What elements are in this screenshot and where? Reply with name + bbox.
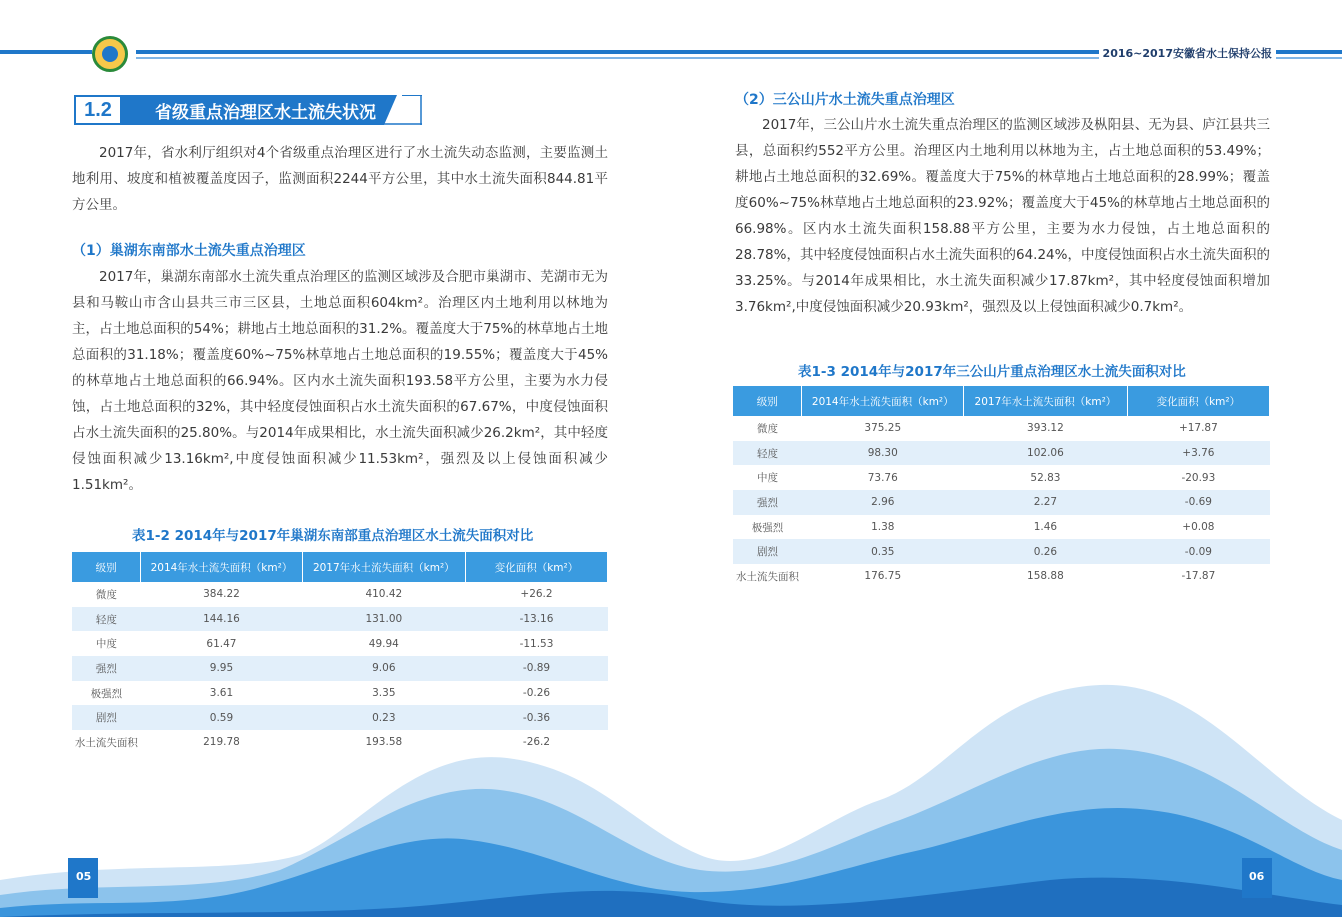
table-cell: 轻度 xyxy=(72,607,141,632)
table-cell: +17.87 xyxy=(1127,416,1269,441)
table-cell: 176.75 xyxy=(802,564,964,589)
table-row xyxy=(733,490,1270,515)
table-cell: 强烈 xyxy=(733,490,802,515)
intro-paragraph: 2017年，省水利厅组织对4个省级重点治理区进行了水土流失动态监测，主要监测土地利用、坡度和植被覆盖度因子，监测面积2244平方公里，其中水土流失面积844.81平方公里。 xyxy=(72,145,608,213)
table-cell: 强烈 xyxy=(72,656,141,681)
right-subheading: （2）三公山片水土流失重点治理区 xyxy=(735,92,955,108)
table-cell: 轻度 xyxy=(733,441,802,466)
table-header-cell: 变化面积（km²） xyxy=(1127,386,1269,416)
table-row xyxy=(72,582,608,607)
section-title: 省级重点治理区水土流失状况 xyxy=(155,103,376,123)
table-row xyxy=(733,465,1270,490)
table-cell: -17.87 xyxy=(1127,564,1269,589)
table-cell: -0.26 xyxy=(465,681,607,706)
right-table-caption: 表1-3 2014年与2017年三公山片重点治理区水土流失面积对比 xyxy=(798,364,1186,380)
right-body-paragraph: 2017年，三公山片水土流失重点治理区的监测区域涉及枞阳县、无为县、庐江县共三县，总面积约552平方公里。治理区内土地利用以林地为主，占土地总面积的53.49%；耕地占土地总面积的32.69%。覆盖度大于75%的林草地占土地总面积的28.99%；覆盖度60%~75%林草地占土地总面积的23.92%；覆盖度大于45%的林草地占土地总面积的66.98%。区内水土流失面积158.88平方公里，主要为水力侵蚀，占土地总面积的28.78%，其中轻度侵蚀面积占水土流失面积的64.24%，中度侵蚀面积占水土流失面积的33.25%。与2014年成果相比，水土流失面积减少17.87km²，其中轻度侵蚀面积增加3.76km²,中度侵蚀面积减少20.93km²，强烈及以上侵蚀面积减少0.7km²。 xyxy=(735,117,1270,315)
table-cell: 极强烈 xyxy=(72,681,141,706)
left-subheading: （1）巢湖东南部水土流失重点治理区 xyxy=(72,243,306,259)
table-cell: +26.2 xyxy=(465,582,607,607)
table-row xyxy=(733,441,1270,466)
table-cell: 375.25 xyxy=(802,416,964,441)
table-header-cell: 变化面积（km²） xyxy=(465,552,607,582)
table-header-cell: 2014年水土流失面积（km²） xyxy=(141,552,302,582)
table-row xyxy=(72,607,608,632)
table-cell: -20.93 xyxy=(1127,465,1269,490)
emblem-logo xyxy=(92,36,128,72)
table-cell: -11.53 xyxy=(465,631,607,656)
table-cell: -13.16 xyxy=(465,607,607,632)
table-row xyxy=(733,515,1270,540)
table-cell: 极强烈 xyxy=(733,515,802,540)
table-cell: -0.89 xyxy=(465,656,607,681)
table-cell: 2.27 xyxy=(964,490,1128,515)
table-row xyxy=(72,631,608,656)
table-header-cell: 级别 xyxy=(733,386,802,416)
table-cell: +0.08 xyxy=(1127,515,1269,540)
table-cell: 384.22 xyxy=(141,582,302,607)
table-row xyxy=(733,416,1270,441)
table-cell: 0.59 xyxy=(141,705,302,730)
table-cell: -0.09 xyxy=(1127,539,1269,564)
table-cell: 61.47 xyxy=(141,631,302,656)
table-cell: 219.78 xyxy=(141,730,302,755)
table-header-cell: 2014年水土流失面积（km²） xyxy=(802,386,964,416)
table-row xyxy=(72,656,608,681)
table-cell: 102.06 xyxy=(964,441,1128,466)
table-cell: 52.83 xyxy=(964,465,1128,490)
table-cell: 微度 xyxy=(72,582,141,607)
table-cell: -0.69 xyxy=(1127,490,1269,515)
table-cell: 410.42 xyxy=(302,582,465,607)
table-cell: 9.06 xyxy=(302,656,465,681)
table-cell: 49.94 xyxy=(302,631,465,656)
table-cell: 0.23 xyxy=(302,705,465,730)
table-header-cell: 2017年水土流失面积（km²） xyxy=(964,386,1128,416)
table-cell: 中度 xyxy=(733,465,802,490)
table-cell: 3.35 xyxy=(302,681,465,706)
table-row xyxy=(733,539,1270,564)
table-cell: 2.96 xyxy=(802,490,964,515)
table-cell: +3.76 xyxy=(1127,441,1269,466)
page-number-left: 05 xyxy=(76,870,92,883)
table-cell: 73.76 xyxy=(802,465,964,490)
table-cell: 9.95 xyxy=(141,656,302,681)
table-cell: 中度 xyxy=(72,631,141,656)
table-cell: 1.46 xyxy=(964,515,1128,540)
table-header-cell: 级别 xyxy=(72,552,141,582)
table-cell: 98.30 xyxy=(802,441,964,466)
table-cell: 水土流失面积 xyxy=(733,564,802,589)
table-cell: 剧烈 xyxy=(733,539,802,564)
header-line-left xyxy=(0,50,92,54)
table-cell: 0.35 xyxy=(802,539,964,564)
table-cell: 158.88 xyxy=(964,564,1128,589)
table-header-cell: 2017年水土流失面积（km²） xyxy=(302,552,465,582)
table-cell: 393.12 xyxy=(964,416,1128,441)
table-cell: -0.36 xyxy=(465,705,607,730)
table-cell: 3.61 xyxy=(141,681,302,706)
page-number-right: 06 xyxy=(1249,870,1265,883)
left-table-caption: 表1-2 2014年与2017年巢湖东南部重点治理区水土流失面积对比 xyxy=(132,528,534,544)
section-number: 1.2 xyxy=(74,95,122,125)
table-cell: 剧烈 xyxy=(72,705,141,730)
table-cell: 131.00 xyxy=(302,607,465,632)
decorative-waves xyxy=(0,680,1342,917)
report-title: 2016~2017安徽省水土保持公报 xyxy=(1099,45,1276,61)
table-cell: 144.16 xyxy=(141,607,302,632)
left-body-paragraph: 2017年，巢湖东南部水土流失重点治理区的监测区域涉及合肥市巢湖市、芜湖市无为县和马鞍山市含山县共三市三区县，土地总面积604km²。治理区内土地利用以林地为主，占土地总面积的54%；耕地占土地总面积的31.2%。覆盖度大于75%的林草地占土地总面积的31.18%；覆盖度60%~75%林草地占土地总面积的19.55%；覆盖度大于45%的林草地占土地总面积的66.94%。区内水土流失面积193.58平方公里，主要为水力侵蚀，占土地总面积的32%，其中轻度侵蚀面积占水土流失面积的67.67%，中度侵蚀面积占水土流失面积的25.80%。与2014年成果相比，水土流失面积减少26.2km²，其中轻度侵蚀面积减少13.16km²,中度侵蚀面积减少11.53km²，强烈及以上侵蚀面积减少1.51km²。 xyxy=(72,269,608,493)
table-row xyxy=(733,564,1270,589)
table-cell: 微度 xyxy=(733,416,802,441)
table-cell: 0.26 xyxy=(964,539,1128,564)
table-cell: 1.38 xyxy=(802,515,964,540)
right-erosion-table xyxy=(733,386,1270,589)
table-cell: 水土流失面积 xyxy=(72,730,141,755)
table-cell: 193.58 xyxy=(302,730,465,755)
table-cell: -26.2 xyxy=(465,730,607,755)
